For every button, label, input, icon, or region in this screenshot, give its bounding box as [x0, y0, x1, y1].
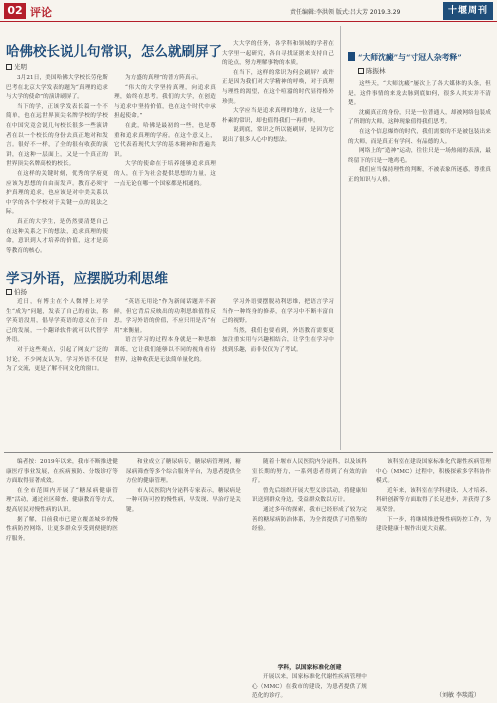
byline-square-icon	[6, 289, 12, 295]
bottom-signature: （刘敏 李琰霞）	[436, 692, 480, 699]
bottom-col2-after	[252, 673, 367, 699]
paragraph: 大学应当是追求真理的地方，这是一个朴素的常识，却也值得我们一再重申。	[222, 108, 334, 124]
sidebar-author: 陈振林	[366, 67, 386, 75]
paragraph: 这些天，“大师沈癜”屡次上了各大媒体的头条，但是，这件事情的来龙去脉到底如何，很多人其实并不清楚。	[348, 81, 491, 107]
sidebar-byline	[358, 66, 386, 75]
sidebar-headline[interactable]: “大师沈癜”与“寸冠人杂考释”	[358, 53, 462, 62]
bottom-col4	[376, 458, 491, 688]
paragraph: “伟大的大学坚持真理，向追求真理，始终在思考。我们的大学，在创造与追求中坚持价值，也在这个时代中承担起使命。”	[114, 84, 216, 120]
paragraph: 学习外语要摆脱功利思维，把语言学习当作一种终身的修养，在学习中不断丰富自己的视野。	[222, 299, 334, 325]
sidebar-marker-icon	[348, 52, 355, 61]
article1-byline	[6, 62, 27, 71]
article1-col1	[6, 74, 108, 264]
paragraph: 在这样的关键时刻，优秀的学府更应该为思想的自由而发声。教育必须守护真理的追求，也应该是对中美关系以中学的各个学校对于关键一点的说法之际。	[6, 170, 108, 216]
article1-col2	[114, 74, 216, 264]
section-label: 评论	[30, 6, 52, 19]
paragraph: 该科室在建设国家标准化代谢性疾病管理中心（MMC）过程中，积极探索多学科协作模式。	[376, 459, 491, 485]
paragraph: 当然，我们也要看到，外语教育需要更加注重实用与兴趣相结合，让学生在学习中找到乐趣，而非仅仅为了考试。	[222, 327, 334, 353]
byline-square-icon	[6, 64, 12, 70]
column-divider	[340, 26, 341, 450]
section-divider	[4, 452, 493, 453]
paragraph: 3月21日，美国哈佛大学校长劳伦斯巴考在北京大学发表的题为“真理的追求与大学的使命”的演讲刷屏了。	[6, 75, 108, 101]
paragraph: 大学的使命在于培养能够追求真理的人，在于为社会提供思想的力量，这一点无论在哪一个国家都是相通的。	[114, 161, 216, 187]
article2-headline[interactable]: 学习外语，应摆脱功利思维	[6, 271, 168, 287]
bottom-col3	[252, 458, 367, 658]
paragraph: 和业成立了糖尿病专，糖尿病管理网，糖尿病筛查等多个综合服务平台，为患者提供全方位的健康管理。	[126, 459, 241, 485]
editor-info: 责任编辑:李洪领 版式:吕大芳 2019.3.29	[290, 9, 401, 16]
paragraph: 在全市范围内开展了“糖尿病健康管理”活动，通过社区筛查、健康教育等方式，提高居民对慢性病的认识。	[6, 487, 118, 513]
paragraph: 开展以来，国家标准化代谢性疾病管理中心（MMC）在我市的建设，为患者提供了规范化的诊疗。	[252, 674, 367, 699]
article2-col2	[114, 298, 216, 448]
paragraph: “英语无用论”作为新闻话题并不新鲜，但它背后反映出的功利思维值得反思。学习外语的价值，不应只用是否“有用”来衡量。	[114, 299, 216, 334]
paragraph: 为方盛的真理”的普方阵真示。	[125, 75, 202, 81]
paragraph: 据了解，目前我市已建立覆盖城乡的慢性病防控网络，让更多群众享受到便捷的医疗服务。	[6, 516, 118, 542]
article2-col1	[6, 298, 108, 448]
page-header	[0, 0, 497, 22]
paragraph: 在这个信息爆炸的时代，我们需要的不是被包装出来的大师，而是真正有学问、有品德的人。	[348, 128, 491, 145]
paragraph: 在当下，这样的常识为何会刷屏？或许正是因为我们对大学精神的呼唤，对于真理与理性的渴望，在这个喧嚣的时代显得格外珍贵。	[222, 69, 334, 105]
paragraph: 曾先后组织开展大型义诊活动，将健康知识送到群众身边，受益群众数以万计。	[252, 487, 367, 504]
paragraph: 语言学习的过程本身就是一种思维训练，它让我们能够以不同的视角看待世界，这种收获是无法简单量化的。	[114, 337, 216, 363]
article1-headline[interactable]: 哈佛校长说儿句常识，怎么就刷屏了	[6, 44, 222, 60]
byline-square-icon	[358, 68, 364, 74]
paragraph: 市人民医院内分泌科专家表示，糖尿病是一种可防可控的慢性病，早发现、早治疗是关键。	[126, 487, 241, 513]
article2-col3	[222, 298, 334, 448]
bottom-col1	[6, 458, 118, 698]
paragraph: 编者按：2019年以来，我市不断推进健康医疗事业发展，在疾病预防、分级诊疗等方面取得显著成效。	[6, 459, 118, 485]
page-number: 02	[4, 3, 26, 19]
paragraph: 随着十堰市人民医院内分泌科，以及该科室长期的努力，一系列患者得到了有效的治疗。	[252, 459, 367, 485]
bottom-subhead: 学科，以国家标准化创建	[277, 665, 342, 671]
paragraph: 网络上的“造神”运动，往往只是一场热闹的表演，最终留下的只是一地鸡毛。	[348, 148, 491, 164]
masthead-logo: 十堰周刊	[443, 2, 493, 20]
paragraph: 在此，哈佛是最初的一些，也是尊重和追求真理的学府。在这个意义上，它代表着现代大学的基本精神和普遍共识。	[114, 122, 216, 158]
paragraph: 我们应当保持理性的判断，不被表象所迷惑，尊重真正的知识与人格。	[348, 167, 491, 183]
article1-author: 光明	[14, 63, 27, 71]
paragraph: 说到底，常识之所以能刷屏，是因为它说出了很多人心中的想法。	[222, 127, 334, 143]
paragraph: 近日，有博主在个人微博上对学生“成为”问题，发表了自己的看法，称学英语没用，倡导学英语的意义在于自己的发展，一个翻译软件就可以代替学外语。	[6, 299, 108, 344]
paragraph: 真正的大学生，是仍然要清楚自己在这种关系之下的想法，追求真理的使命，意识到人才培养的价值，这才是高等教育的核心。	[6, 218, 108, 254]
article2-author: 伯扬	[14, 288, 27, 296]
paragraph: 当下的学，正该学发表长篇一个不简单，也在远世界顶尖名牌学校的学校在中国究竟会说几句校长很多一些演讲者在以一个校长的身份去真正地对和发言。很好不一样，了全的很有收获的演讲，在这种一层面上，又是一个真正的世界顶尖名牌高校的校长。	[6, 103, 108, 168]
sidebar-column	[348, 80, 491, 448]
paragraph: 下一步，将继续推进慢性病防控工作，为建设健康十堰作出更大贡献。	[376, 516, 491, 533]
paragraph: 近年来，该科室在学科建设、人才培养、科研创新等方面取得了长足进步，并获得了多项荣誉。	[376, 487, 491, 513]
article1-col3	[222, 40, 334, 264]
bottom-col2	[126, 458, 241, 698]
paragraph: 通过多年的探索，我市已经形成了较为完善的糖尿病防治体系，为全省提供了可借鉴的经验。	[252, 506, 367, 533]
paragraph: 沈癜真正的身份，只是一位普通人，却被网络包装成了所谓的大师，这种现象值得我们思考。	[348, 109, 491, 126]
paragraph: 大大学的任务，各学科和领域的学者在大学里一起研究，各自寻找证据来支持自己的论点，努力理解事物的本质。	[222, 41, 334, 67]
paragraph: 对于这些观点，引起了网友广泛的讨论，不少网友认为，学习外语不仅是为了交流，更是了解不同文化的窗口。	[6, 346, 108, 373]
article2-byline	[6, 287, 27, 296]
